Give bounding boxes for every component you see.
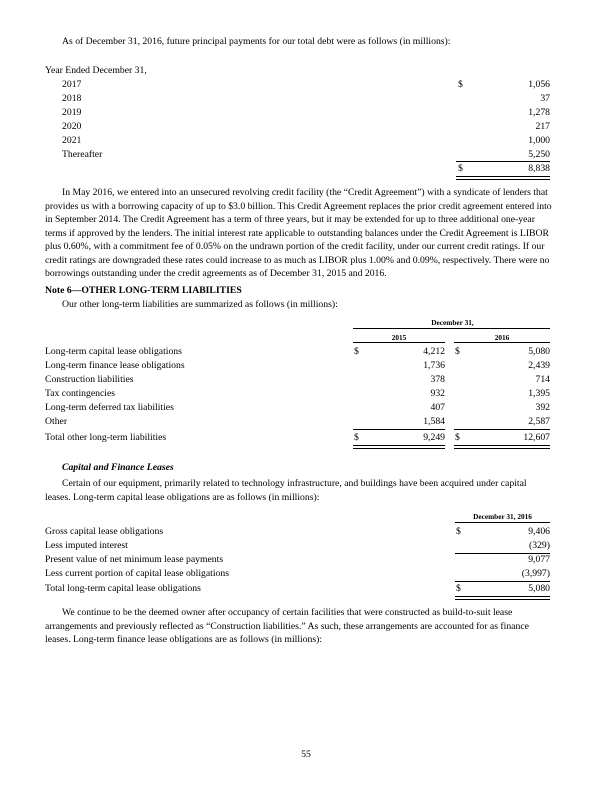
debt-total-value: 8,838 [528, 163, 550, 174]
debt-row-value: 5,250 [528, 149, 550, 160]
capital-row-value: (329) [529, 540, 550, 551]
currency-symbol: $ [458, 79, 463, 90]
currency-symbol: $ [354, 346, 359, 357]
december-31-header: December 31, [431, 318, 474, 327]
liability-value-2016: 2,439 [528, 360, 550, 371]
col-header-2016: 2016 [494, 333, 510, 342]
debt-row-label: 2018 [62, 93, 82, 104]
capital-leases-intro: Certain of our equipment, primarily related to technology infrastructure, and buildings have been acquired under capital leases. Long-term capital lease obligations are as follows (in millions): [45, 478, 527, 503]
currency-symbol: $ [455, 432, 460, 443]
note6-heading: Note 6—OTHER LONG-TERM LIABILITIES [45, 285, 242, 296]
col-rule-2016 [454, 342, 550, 343]
capital-row-label: Gross capital lease obligations [45, 526, 164, 537]
col-header-2015: 2015 [391, 333, 407, 342]
note6-intro: Our other long-term liabilities are summarized as follows (in millions): [62, 299, 338, 310]
total-double-rule [456, 176, 550, 180]
capital-row-label: Less current portion of capital lease obligations [45, 568, 230, 579]
liability-value-2015: 4,212 [423, 346, 445, 357]
liability-row-label: Tax contingencies [45, 388, 116, 399]
capital-row-label: Present value of net minimum lease payments [45, 554, 224, 565]
liability-total-2015: 9,249 [423, 432, 445, 443]
debt-row-value: 1,278 [528, 107, 550, 118]
liability-row-label: Long-term capital lease obligations [45, 346, 182, 357]
capital-row-value: 9,406 [528, 526, 550, 537]
capital-total-value: 5,080 [528, 583, 550, 594]
liability-value-2016: 714 [535, 374, 550, 385]
december-31-2016-header: December 31, 2016 [473, 512, 532, 521]
debt-row-label: Thereafter [62, 149, 103, 160]
liability-value-2015: 932 [430, 388, 445, 399]
currency-symbol: $ [456, 526, 461, 537]
debt-row-label: 2017 [62, 79, 82, 90]
subtotal-rule [353, 429, 445, 430]
col-rule-2015 [353, 342, 445, 343]
debt-row-label: 2019 [62, 107, 82, 118]
capital-row-value: 9,077 [528, 554, 550, 565]
debt-intro: As of December 31, 2016, future principal payments for our total debt were as follows (in millions): [62, 36, 451, 47]
liability-total-label: Total other long-term liabilities [45, 432, 167, 443]
liability-value-2015: 1,584 [423, 416, 445, 427]
liability-value-2016: 2,587 [528, 416, 550, 427]
liability-value-2015: 407 [430, 402, 445, 413]
debt-row-value: 1,056 [528, 79, 550, 90]
liability-value-2016: 1,395 [528, 388, 550, 399]
subtotal-rule [454, 429, 550, 430]
debt-row-value: 37 [540, 93, 550, 104]
liability-value-2015: 378 [430, 374, 445, 385]
currency-symbol: $ [456, 583, 461, 594]
total-double-rule [353, 445, 445, 449]
capital-row-label: Less imputed interest [45, 540, 128, 551]
header-rule [353, 328, 550, 329]
total-double-rule [454, 445, 550, 449]
currency-symbol: $ [455, 346, 460, 357]
debt-row-value: 1,000 [528, 135, 550, 146]
liability-row-label: Construction liabilities [45, 374, 134, 385]
liability-row-label: Other [45, 416, 68, 427]
liability-value-2016: 392 [535, 402, 550, 413]
debt-row-value: 217 [535, 121, 550, 132]
liability-value-2016: 5,080 [528, 346, 550, 357]
page-number: 55 [301, 749, 311, 760]
debt-table-header: Year Ended December 31, [45, 65, 147, 76]
credit-agreement-paragraph: In May 2016, we entered into an unsecured revolving credit facility (the “Credit Agreement”) with a syndicate of lenders that provides us with a borrowing capacity of up to $3.0 billion. This Credit Agreement replaces the prior credit agreement entered into in September 2014. The Credit Agreement has a term of three years, but it may be extended for up to three additional one-year terms if approved by the lenders. The initial interest rate applicable to outstanding balances under the Credit Agreement is LIBOR plus 0.60%, with a commitment fee of 0.05% on the undrawn portion of the credit facility, under our current credit ratings. If our credit ratings are downgraded these rates could increase to as much as LIBOR plus 1.00% and 0.09%, respectively. There were no borrowings outstanding under the credit agreements as of December 31, 2015 and 2016. [45, 187, 552, 279]
currency-symbol: $ [354, 432, 359, 443]
liability-total-2016: 12,607 [523, 432, 550, 443]
currency-symbol: $ [458, 163, 463, 174]
header-rule [455, 522, 550, 523]
liability-row-label: Long-term finance lease obligations [45, 360, 185, 371]
liability-value-2015: 1,736 [423, 360, 445, 371]
debt-row-label: 2021 [62, 135, 82, 146]
capital-leases-heading: Capital and Finance Leases [62, 462, 174, 473]
total-double-rule [455, 596, 550, 600]
capital-row-value: (3,997) [521, 568, 550, 579]
capital-total-label: Total long-term capital lease obligations [45, 583, 201, 594]
construction-liabilities-paragraph: We continue to be the deemed owner after occupancy of certain facilities that were constructed as build-to-suit lease arrangements and previously reflected as “Construction liabilities.” As such, these arrangements are accounted for as finance leases. Long-term finance lease obligations are as follows (in millions): [45, 607, 529, 645]
debt-row-label: 2020 [62, 121, 82, 132]
liability-row-label: Long-term deferred tax liabilities [45, 402, 174, 413]
